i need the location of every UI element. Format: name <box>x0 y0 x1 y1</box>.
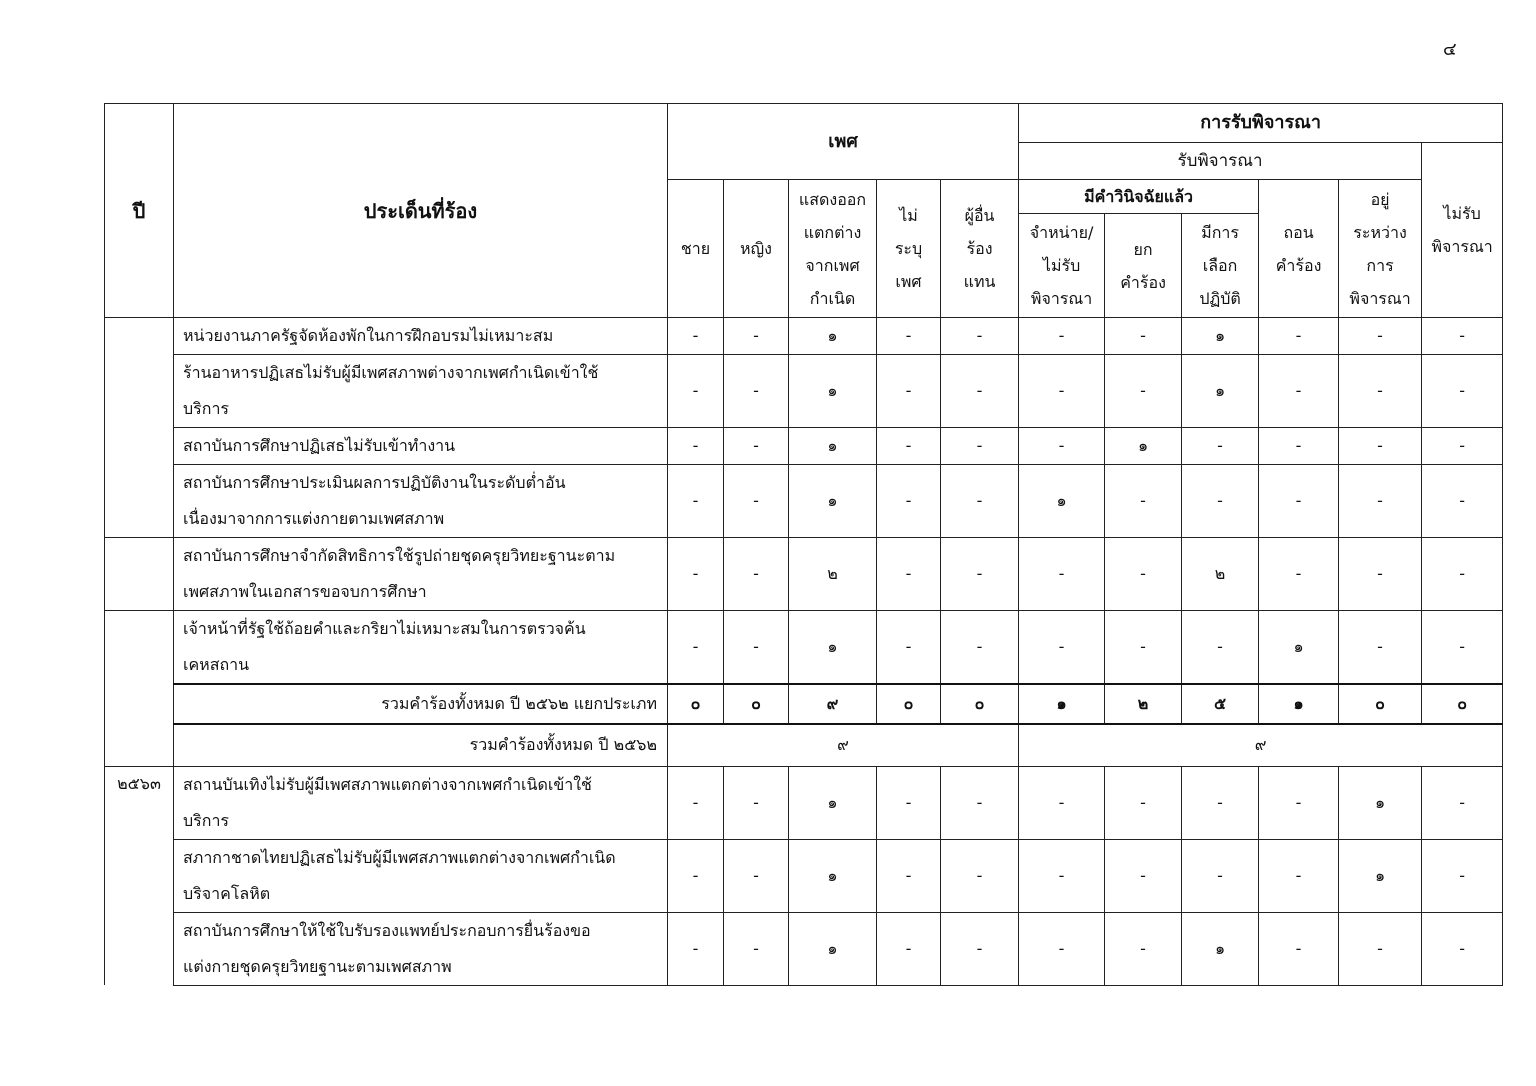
header-decided: มีคำวินิจฉัยแล้ว <box>1019 180 1259 214</box>
value-cell: - <box>877 538 941 611</box>
header-dismiss-complaint-text <box>1105 233 1181 299</box>
value-cell: - <box>724 355 789 428</box>
value-cell: - <box>1105 465 1182 538</box>
header-issue: ประเด็นที่ร้อง <box>174 104 668 318</box>
issue-line: หน่วยงานภาครัฐจัดห้องพักในการฝึกอบรมไม่เหมาะสม <box>183 326 554 345</box>
value-cell: - <box>668 766 724 839</box>
table-row <box>105 538 1503 611</box>
issue-line: สถาบันการศึกษาประเมินผลการปฏิบัติงานในระดับต่ำอัน <box>183 473 566 492</box>
issue-line: สภากาชาดไทยปฏิเสธไม่รับผู้มีเพศสภาพแตกต่างจากเพศกำเนิด <box>183 847 616 867</box>
header-line: คำร้อง <box>1120 272 1166 292</box>
sum-value-cell: ๐ <box>877 684 941 724</box>
value-cell: - <box>1182 465 1259 538</box>
header-withdraw <box>1259 180 1339 318</box>
sum-value-cell: ๐ <box>1339 684 1422 724</box>
value-cell: - <box>941 355 1019 428</box>
issue-cell <box>174 465 668 538</box>
header-line: มีการ <box>1201 223 1239 242</box>
value-cell: - <box>724 839 789 912</box>
value-cell: ๑ <box>1019 465 1105 538</box>
value-cell: - <box>877 912 941 985</box>
table-row <box>105 318 1503 355</box>
issue-line: บริจาคโลหิต <box>183 883 271 903</box>
header-line: จากเพศ <box>805 255 860 275</box>
header-withdraw-text <box>1259 216 1338 282</box>
issue-line: เพศสภาพในเอกสารขอจบการศึกษา <box>183 582 427 601</box>
value-cell: - <box>724 428 789 465</box>
header-line: ระหว่าง <box>1353 222 1407 242</box>
header-proxy-text <box>941 199 1018 298</box>
header-line: ไม่รับ <box>1443 204 1481 223</box>
value-cell: - <box>1339 428 1422 465</box>
value-cell: ๑ <box>1105 428 1182 465</box>
header-line: ผู้อื่น <box>964 206 995 225</box>
header-line: จำหน่าย/ <box>1029 223 1094 242</box>
value-cell: ๑ <box>1259 611 1339 685</box>
header-gender: เพศ <box>668 104 1019 180</box>
table-row <box>105 766 1503 839</box>
sum-value-cell: ๒ <box>1105 684 1182 724</box>
header-line: แทน <box>963 272 996 291</box>
value-cell: - <box>668 465 724 538</box>
header-line: ไม่รับ <box>1042 256 1081 275</box>
value-cell: - <box>877 465 941 538</box>
value-cell: ๑ <box>789 355 877 428</box>
value-cell: - <box>1019 538 1105 611</box>
issue-cell <box>174 428 668 465</box>
value-cell: ๑ <box>789 912 877 985</box>
value-cell: - <box>1422 355 1503 428</box>
sum-total-row <box>105 724 1503 766</box>
value-cell: ๑ <box>1339 839 1422 912</box>
header-line: แสดงออก <box>798 189 867 209</box>
value-cell: - <box>1422 538 1503 611</box>
value-cell: - <box>1182 611 1259 685</box>
value-cell: - <box>668 611 724 685</box>
sum-value-cell: ๙ <box>789 684 877 724</box>
header-options <box>1182 214 1259 318</box>
value-cell: - <box>1422 912 1503 985</box>
header-consideration: การรับพิจารณา <box>1019 104 1503 143</box>
value-cell: - <box>877 428 941 465</box>
header-female: หญิง <box>724 180 789 318</box>
sum-total-label: รวมคำร้องทั้งหมด ปี ๒๕๖๒ <box>174 724 668 766</box>
issue-line: สถาบันการศึกษาให้ใช้ใบรับรองแพทย์ประกอบการยื่นร้องขอ <box>183 920 591 940</box>
value-cell: - <box>1182 766 1259 839</box>
table-row <box>105 428 1503 465</box>
issue-line: สถาบันการศึกษาปฏิเสธไม่รับเข้าทำงาน <box>183 436 456 455</box>
value-cell: - <box>1422 766 1503 839</box>
header-accepted: รับพิจารณา <box>1019 143 1422 180</box>
value-cell: - <box>941 318 1019 355</box>
value-cell: - <box>668 538 724 611</box>
value-cell: ๑ <box>789 428 877 465</box>
value-cell: - <box>1019 912 1105 985</box>
value-cell: - <box>941 611 1019 685</box>
value-cell: - <box>941 839 1019 912</box>
issue-cell <box>174 538 668 611</box>
value-cell: - <box>1259 839 1339 912</box>
value-cell: - <box>1339 611 1422 685</box>
value-cell: - <box>668 428 724 465</box>
header-line: พิจารณา <box>1431 237 1493 256</box>
table-row <box>105 912 1503 985</box>
sum-by-type-label: รวมคำร้องทั้งหมด ปี ๒๕๖๒ แยกประเภท <box>174 684 668 724</box>
header-line: เลือก <box>1202 256 1238 275</box>
table-body <box>105 318 1503 986</box>
issue-cell <box>174 766 668 839</box>
value-cell: - <box>1019 428 1105 465</box>
header-not-accepted-text <box>1422 197 1502 263</box>
header-dismissed <box>1019 214 1105 318</box>
value-cell: ๑ <box>1339 766 1422 839</box>
value-cell: - <box>668 355 724 428</box>
value-cell: - <box>724 766 789 839</box>
table-row <box>105 611 1503 685</box>
issue-line: เนื่องมาจากการแต่งกายตามเพศสภาพ <box>183 509 445 528</box>
value-cell: - <box>1422 465 1503 538</box>
header-line: กำเนิด <box>809 288 856 308</box>
table-row <box>105 839 1503 912</box>
value-cell: ๑ <box>789 318 877 355</box>
value-cell: - <box>941 428 1019 465</box>
value-cell: - <box>1259 538 1339 611</box>
issue-cell <box>174 912 668 985</box>
value-cell: - <box>1259 465 1339 538</box>
header-line: แตกต่าง <box>803 222 862 242</box>
issue-line: สถานบันเทิงไม่รับผู้มีเพศสภาพแตกต่างจากเพศกำเนิดเข้าใช้ <box>183 774 592 794</box>
year-cell <box>105 318 174 538</box>
year-cell <box>105 538 174 611</box>
header-year: ปี <box>105 104 174 318</box>
page-number: ๔ <box>1443 39 1457 60</box>
issue-line: บริการ <box>183 399 230 418</box>
value-cell: - <box>1422 428 1503 465</box>
header-proxy <box>941 180 1019 318</box>
header-line: ไม่ <box>899 206 918 225</box>
value-cell: - <box>1105 318 1182 355</box>
value-cell: ๑ <box>1182 355 1259 428</box>
header-not-accepted <box>1422 143 1503 318</box>
issue-line: เคหสถาน <box>183 655 250 674</box>
table-row <box>105 355 1503 428</box>
value-cell: - <box>877 766 941 839</box>
value-cell: - <box>1019 355 1105 428</box>
value-cell: - <box>1339 912 1422 985</box>
issue-cell <box>174 611 668 685</box>
value-cell: - <box>1259 318 1339 355</box>
value-cell: - <box>1339 318 1422 355</box>
value-cell: - <box>1182 839 1259 912</box>
header-in-progress-text <box>1339 183 1421 315</box>
header-dismiss-complaint <box>1105 214 1182 318</box>
sum-value-cell: ๐ <box>941 684 1019 724</box>
sum-value-cell: ๐ <box>668 684 724 724</box>
sum-value-cell: ๕ <box>1182 684 1259 724</box>
header-diverse <box>789 180 877 318</box>
header-line: อยู่ <box>1370 189 1390 209</box>
header-line: ปฏิบัติ <box>1199 289 1241 308</box>
issue-line: ร้านอาหารปฏิเสธไม่รับผู้มีเพศสภาพต่างจากเพศกำเนิดเข้าใช้ <box>183 363 599 382</box>
sum-value-cell: ๑ <box>1019 684 1105 724</box>
value-cell: - <box>1019 766 1105 839</box>
header-diverse-text <box>789 183 876 315</box>
header-line: ระบุ <box>894 239 923 258</box>
value-cell: - <box>668 839 724 912</box>
gender-total: ๙ <box>668 724 1019 766</box>
value-cell: ๒ <box>1182 538 1259 611</box>
issue-cell <box>174 839 668 912</box>
issue-line: แต่งกายชุดครุยวิทยฐานะตามเพศสภาพ <box>183 956 452 976</box>
table-row <box>105 465 1503 538</box>
value-cell: - <box>1422 611 1503 685</box>
complaints-table <box>104 103 1503 986</box>
value-cell: - <box>1339 355 1422 428</box>
header-line: ยก <box>1133 239 1153 259</box>
header-line: ถอน <box>1283 222 1314 242</box>
issue-line: บริการ <box>183 810 230 830</box>
value-cell: - <box>1105 912 1182 985</box>
value-cell: - <box>877 839 941 912</box>
year-cell <box>105 611 174 767</box>
issue-line: สถาบันการศึกษาจำกัดสิทธิการใช้รูปถ่ายชุดครุยวิทยะฐานะตาม <box>183 546 616 565</box>
header-line: คำร้อง <box>1275 255 1322 275</box>
value-cell: - <box>1105 538 1182 611</box>
value-cell: ๑ <box>1182 318 1259 355</box>
value-cell: - <box>1105 839 1182 912</box>
value-cell: - <box>668 318 724 355</box>
year-cell-2563: ๒๕๖๓ <box>105 766 174 985</box>
value-cell: ๑ <box>789 611 877 685</box>
issue-cell <box>174 318 668 355</box>
header-dismissed-text <box>1019 216 1104 315</box>
sum-value-cell: ๑ <box>1259 684 1339 724</box>
value-cell: - <box>724 465 789 538</box>
value-cell: - <box>1019 611 1105 685</box>
header-line: พิจารณา <box>1349 288 1411 308</box>
value-cell: - <box>668 912 724 985</box>
value-cell: - <box>724 912 789 985</box>
value-cell: - <box>724 611 789 685</box>
value-cell: - <box>877 611 941 685</box>
value-cell: ๒ <box>789 538 877 611</box>
value-cell: - <box>1259 912 1339 985</box>
value-cell: - <box>877 318 941 355</box>
header-line: ร้อง <box>966 239 993 258</box>
value-cell: - <box>1339 465 1422 538</box>
value-cell: - <box>941 465 1019 538</box>
sum-value-cell: ๐ <box>724 684 789 724</box>
header-line: การ <box>1366 255 1394 275</box>
value-cell: - <box>1182 428 1259 465</box>
value-cell: - <box>941 766 1019 839</box>
value-cell: - <box>1422 839 1503 912</box>
value-cell: ๑ <box>789 465 877 538</box>
header-unspecified <box>877 180 941 318</box>
header-unspecified-text <box>877 199 940 298</box>
consideration-total: ๙ <box>1019 724 1503 766</box>
value-cell: - <box>1105 611 1182 685</box>
value-cell: - <box>1259 766 1339 839</box>
value-cell: - <box>941 912 1019 985</box>
sum-by-type-row <box>105 684 1503 724</box>
value-cell: - <box>1259 428 1339 465</box>
value-cell: - <box>1105 355 1182 428</box>
value-cell: - <box>1339 538 1422 611</box>
header-line: พิจารณา <box>1030 289 1093 308</box>
header-male: ชาย <box>668 180 724 318</box>
issue-cell <box>174 355 668 428</box>
value-cell: ๑ <box>789 766 877 839</box>
value-cell: - <box>1422 318 1503 355</box>
value-cell: - <box>1019 318 1105 355</box>
sum-value-cell: ๐ <box>1422 684 1503 724</box>
value-cell: - <box>941 538 1019 611</box>
value-cell: - <box>724 538 789 611</box>
value-cell: - <box>1259 355 1339 428</box>
value-cell: ๑ <box>789 839 877 912</box>
value-cell: - <box>877 355 941 428</box>
header-options-text <box>1182 216 1258 315</box>
value-cell: - <box>1019 839 1105 912</box>
issue-line: เจ้าหน้าที่รัฐใช้ถ้อยคำและกริยาไม่เหมาะสมในการตรวจค้น <box>183 619 586 638</box>
value-cell: - <box>1105 766 1182 839</box>
value-cell: - <box>724 318 789 355</box>
header-line: เพศ <box>895 272 922 291</box>
value-cell: ๑ <box>1182 912 1259 985</box>
header-in-progress <box>1339 180 1422 318</box>
